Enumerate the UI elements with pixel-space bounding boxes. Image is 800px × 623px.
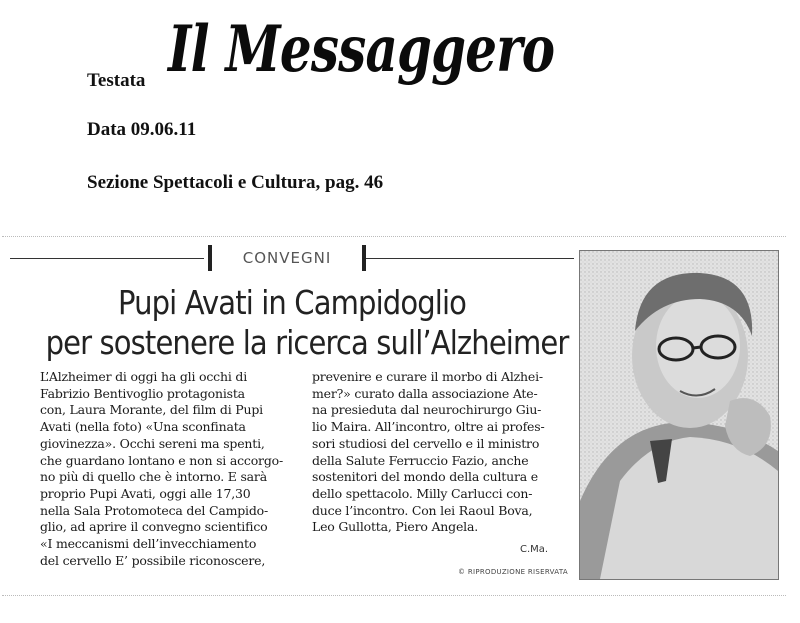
headline-line-1: Pupi Avati in Campidoglio xyxy=(117,283,467,322)
portrait-photo xyxy=(579,250,779,580)
body-line: proprio Pupi Avati, oggi alle 17,30 xyxy=(40,485,251,501)
body-line: L’Alzheimer di oggi ha gli occhi di xyxy=(40,369,248,384)
body-line: giovinezza». Occhi sereni ma spenti, xyxy=(40,435,265,451)
body-line: del cervello E’ possibile riconoscere, xyxy=(40,552,266,568)
body-line: Leo Gullotta, Piero Angela. xyxy=(312,519,478,535)
body-line: dello spettacolo. Milly Carlucci con- xyxy=(312,485,533,501)
body-line: duce l’incontro. Con lei Raoul Bova, xyxy=(312,502,533,518)
date-line: Data 09.06.11 xyxy=(87,119,197,140)
body-line: lio Maira. All’incontro, oltre ai profes- xyxy=(312,419,545,435)
body-line: con, Laura Morante, del film di Pupi xyxy=(40,402,263,418)
body-line: prevenire e curare il morbo di Alzhei- xyxy=(312,369,543,384)
copyright-notice: © RIPRODUZIONE RISERVATA xyxy=(458,568,568,576)
body-line: Avati (nella foto) «Una sconfinata xyxy=(40,419,246,435)
body-line: Fabrizio Bentivoglio protagonista xyxy=(40,385,245,401)
body-line: glio, ad aprire il convegno scientifico xyxy=(40,519,268,535)
body-line: che guardano lontano e non si accorgo- xyxy=(40,452,283,468)
article-column-2 xyxy=(312,369,564,536)
body-line: nella Sala Protomoteca del Campido- xyxy=(40,502,268,518)
body-line: sori studiosi del cervello e il ministro xyxy=(312,435,540,451)
portrait-photo-image xyxy=(580,251,778,579)
headline-line-2: per sostenere la ricerca sull’Alzheimer xyxy=(45,323,569,362)
article-column-1 xyxy=(40,369,302,569)
body-line: «I meccanismi dell’invecchiamento xyxy=(40,536,257,552)
masthead-logo: Il Messaggero xyxy=(168,12,555,87)
kicker-rule-right xyxy=(366,258,574,259)
section-kicker: CONVEGNI xyxy=(208,245,366,271)
body-line: mer?» curato dalla associazione Ate- xyxy=(312,385,538,401)
testata-label: Testata xyxy=(87,70,146,91)
body-line: sostenitori del mondo della cultura e xyxy=(312,469,538,485)
section-line: Sezione Spettacoli e Cultura, pag. 46 xyxy=(87,172,384,193)
body-line: della Salute Ferruccio Fazio, anche xyxy=(312,452,529,468)
body-line: no più di quello che è intorno. E sarà xyxy=(40,469,267,485)
kicker-rule-left xyxy=(10,258,204,259)
body-line: na presieduta dal neurochirurgo Giu- xyxy=(312,402,542,418)
author-signature: C.Ma. xyxy=(520,544,549,555)
